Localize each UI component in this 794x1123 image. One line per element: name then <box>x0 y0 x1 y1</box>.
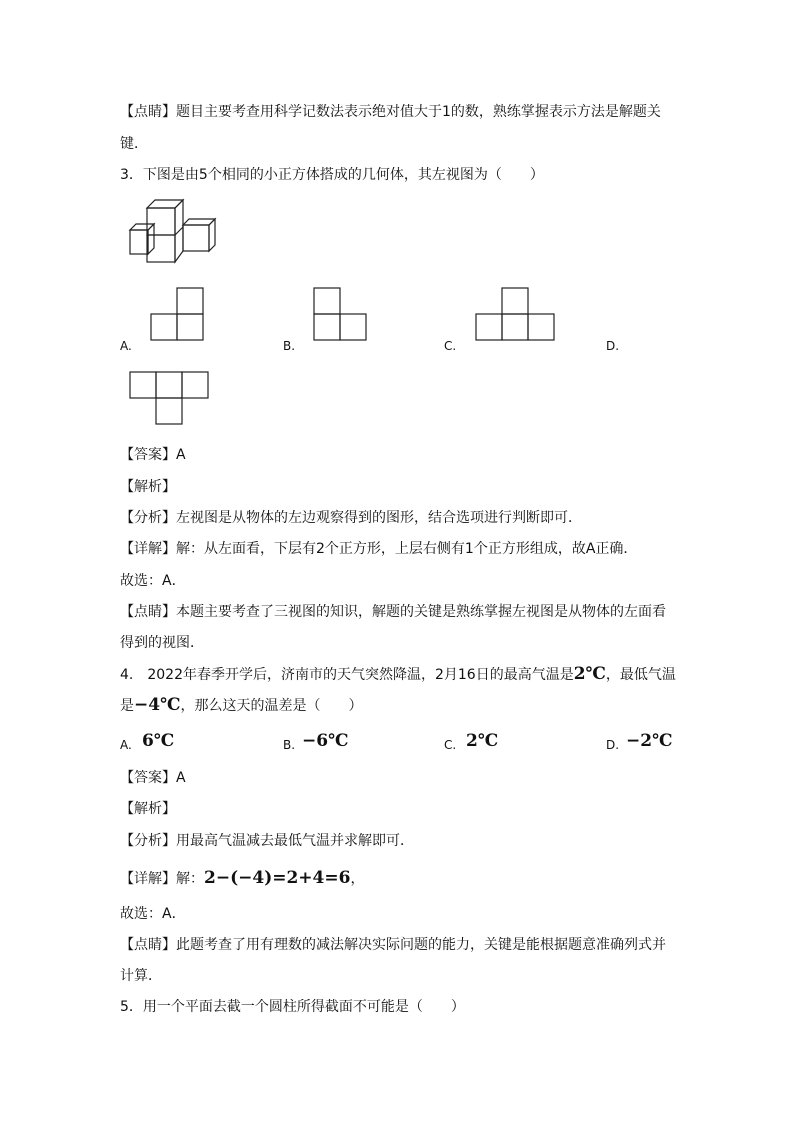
question-5-stem: 5．用一个平面去截一个圆柱所得截面不可能是（ ） <box>120 999 465 1015</box>
q4-option-a-value: 6℃ <box>142 731 175 751</box>
low-temperature: −4℃ <box>134 695 181 715</box>
option-b-label: B. <box>283 339 296 353</box>
q3-answer: 【答案】A <box>120 447 186 463</box>
question-4-stem-line-1 <box>120 664 676 685</box>
q4-option-c-value: 2℃ <box>466 731 499 751</box>
dianjing-line-1: 【点睛】题目主要考查用科学记数法表示绝对值大于1的数，熟练掌握表示方法是解题关 <box>120 104 661 120</box>
q4-comment-line-2: 计算． <box>120 968 162 984</box>
q4-answer: 【答案】A <box>120 770 186 786</box>
cube-solid-figure <box>128 198 223 264</box>
q4-solution <box>120 868 364 889</box>
q4-solution-tail: ， <box>350 871 365 887</box>
q3-comment-line-1: 【点睛】本题主要考查了三视图的知识，解题的关键是熟练掌握左视图是从物体的左面看 <box>120 604 666 620</box>
option-c-label: C. <box>444 339 457 353</box>
q4-jiexi-heading: 【解析】 <box>120 801 176 817</box>
q3-comment-line-2: 得到的视图． <box>120 635 204 651</box>
high-temperature: 2℃ <box>573 664 606 684</box>
option-c-figure <box>475 287 555 341</box>
q4-solution-head: 【详解】解： <box>120 871 204 887</box>
q4-stem-question: ，那么这天的温差是（ ） <box>180 698 363 714</box>
option-a-figure <box>150 287 204 341</box>
q4-stem-text: 4. 2022年春季开学后，济南市的天气突然降温，2月16日的最高气温是 <box>120 667 574 683</box>
q4-comment-line-1: 【点睛】此题考查了用有理数的减法解决实际问题的能力，关键是能根据题意准确列式并 <box>120 937 666 953</box>
dianjing-line-2: 键． <box>120 136 148 152</box>
q3-solution: 【详解】解：从左面看，下层有2个正方形，上层右侧有1个正方形组成，故A正确． <box>120 541 638 557</box>
q4-option-d-label: D. <box>606 738 620 752</box>
q4-stem-tail: ，最低气温 <box>605 667 676 683</box>
option-d-label: D. <box>606 339 620 353</box>
q3-jiexi-heading: 【解析】 <box>120 479 176 495</box>
option-d-figure <box>129 371 209 425</box>
q4-analysis: 【分析】用最高气温减去最低气温并求解即可． <box>120 833 414 849</box>
q4-option-c-label: C. <box>444 738 457 752</box>
q3-analysis: 【分析】左视图是从物体的左边观察得到的图形，结合选项进行判断即可． <box>120 510 582 526</box>
q4-option-d-value: −2℃ <box>626 731 673 751</box>
q4-option-b-label: B. <box>283 738 296 752</box>
q4-stem-head: 是 <box>120 698 134 714</box>
option-a-label: A. <box>120 339 132 353</box>
option-b-figure <box>313 287 367 341</box>
q4-choice: 故选：A． <box>120 906 186 922</box>
question-4-stem-line-2 <box>120 695 362 716</box>
q4-formula: 2−(−4)=2+4=6 <box>204 868 351 888</box>
q4-option-b-value: −6℃ <box>302 731 349 751</box>
question-3-stem: 3．下图是由5个相同的小正方体搭成的几何体，其左视图为（ ） <box>120 167 544 183</box>
q3-choice: 故选：A． <box>120 573 186 589</box>
q4-option-a-label: A. <box>120 738 132 752</box>
